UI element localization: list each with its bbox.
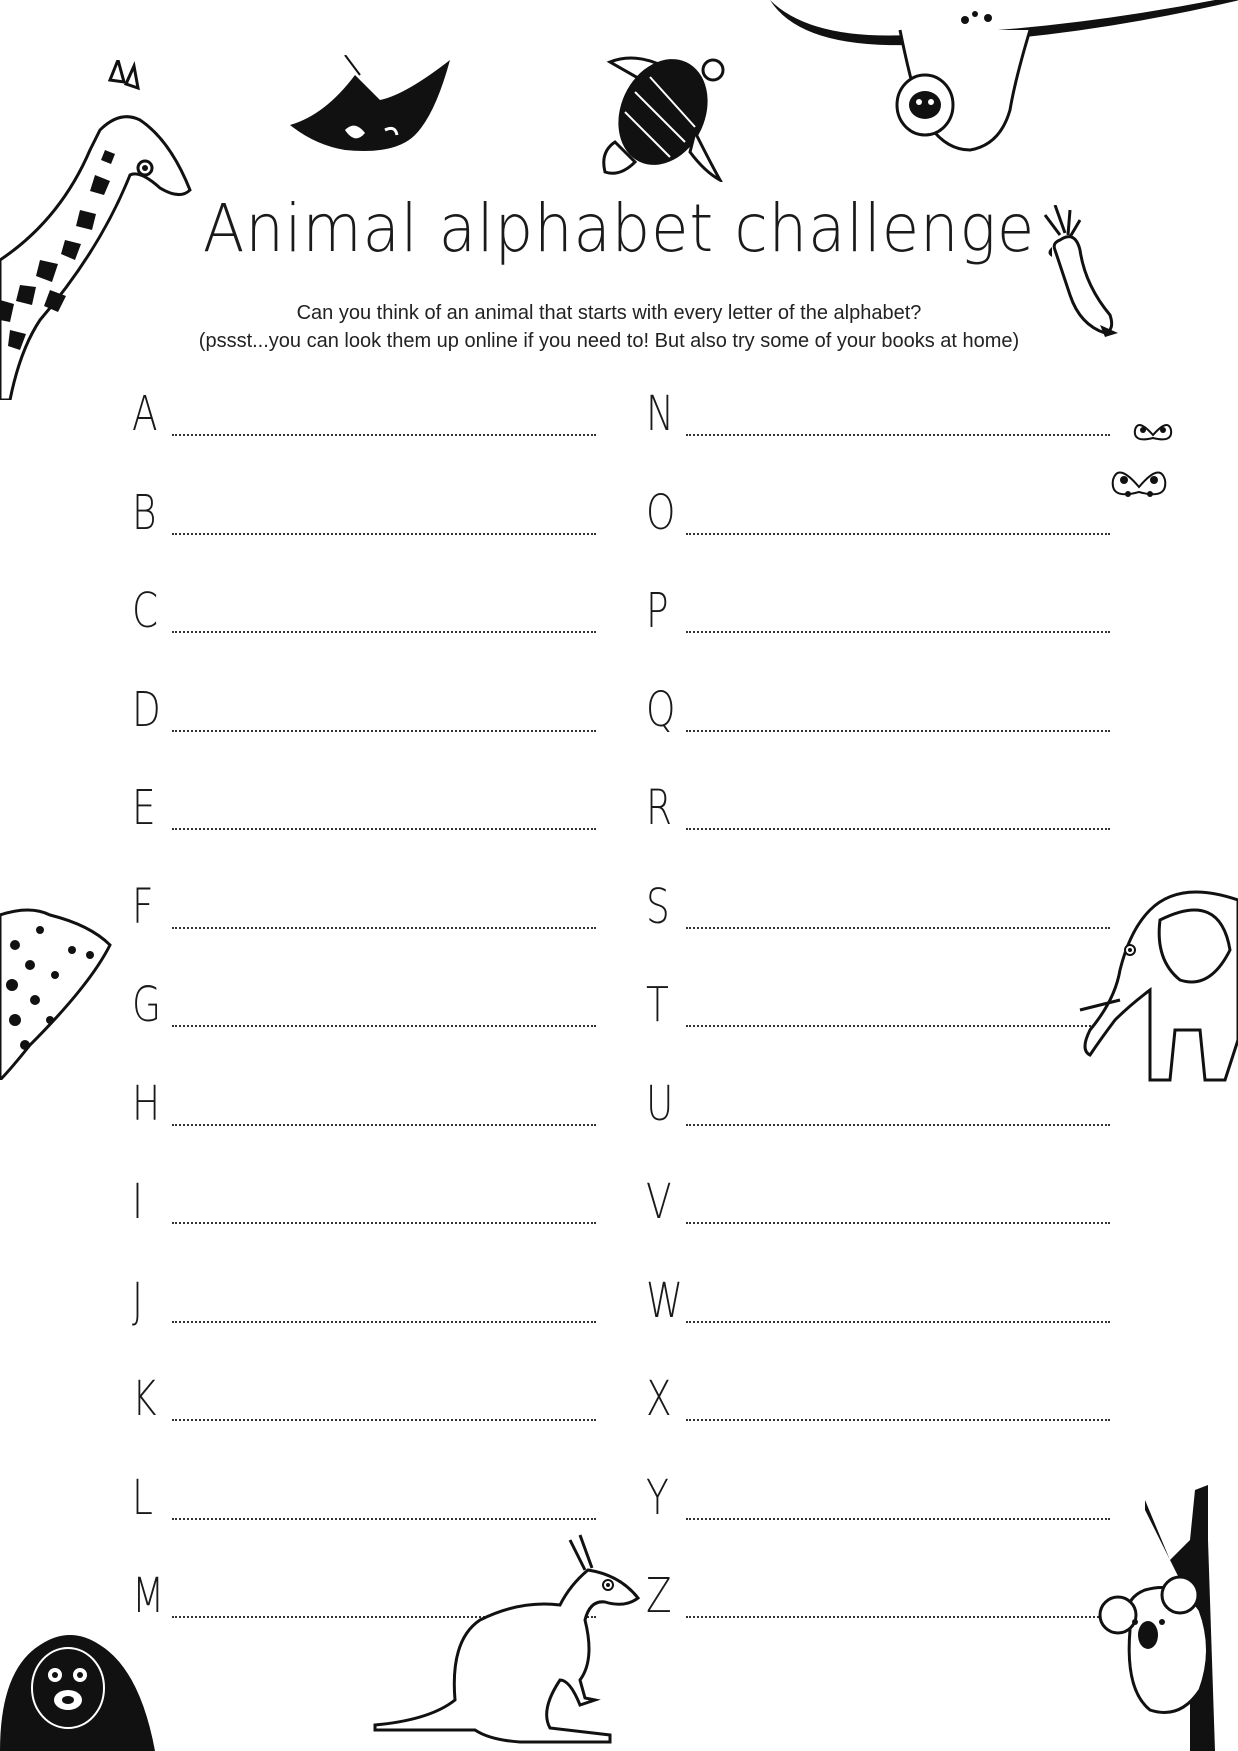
instructions-line-1: Can you think of an animal that starts with every letter of the alphabet?	[296, 302, 922, 324]
letter-row-s	[646, 871, 1110, 935]
answer-line[interactable]	[172, 1025, 596, 1027]
answer-line[interactable]	[686, 1222, 1110, 1224]
letter-label: B	[132, 484, 157, 541]
letter-label: G	[132, 977, 162, 1033]
letter-label: P	[646, 583, 669, 639]
letter-label: E	[132, 780, 156, 836]
letter-label: R	[646, 780, 673, 836]
letter-label: H	[132, 1075, 161, 1132]
letter-row-l	[132, 1462, 596, 1526]
letter-label: Z	[646, 1568, 672, 1624]
letter-label: K	[132, 1371, 157, 1427]
answer-line[interactable]	[172, 1518, 596, 1520]
giraffe-illustration	[0, 60, 200, 400]
letter-label: V	[646, 1174, 672, 1230]
answer-line[interactable]	[686, 828, 1110, 830]
letter-label: C	[132, 583, 159, 639]
jaguar-illustration	[0, 905, 115, 1080]
letter-row-k	[132, 1363, 596, 1427]
letter-label: S	[646, 878, 670, 935]
letter-label: I	[132, 1174, 144, 1230]
answer-line[interactable]	[686, 927, 1110, 929]
letter-label: J	[132, 1272, 144, 1329]
letter-label: T	[646, 977, 669, 1033]
answer-line[interactable]	[172, 533, 596, 535]
sea-turtle-illustration	[595, 52, 730, 182]
answer-line[interactable]	[172, 1419, 596, 1421]
letter-label: N	[646, 386, 675, 442]
letter-row-i	[132, 1166, 596, 1230]
letter-row-p	[646, 575, 1110, 639]
answer-line[interactable]	[686, 631, 1110, 633]
letter-label: U	[646, 1075, 674, 1132]
letter-row-v	[646, 1166, 1110, 1230]
answer-line[interactable]	[686, 1616, 1110, 1618]
answer-line[interactable]	[686, 1321, 1110, 1323]
cockatoo-illustration	[1030, 205, 1125, 340]
koala-illustration	[1090, 1480, 1238, 1751]
letter-label: M	[132, 1568, 165, 1624]
letter-row-w	[646, 1265, 1110, 1329]
answer-line[interactable]	[686, 1518, 1110, 1520]
letter-row-x	[646, 1363, 1110, 1427]
answer-line[interactable]	[686, 1025, 1110, 1027]
answer-line[interactable]	[172, 927, 596, 929]
letter-row-z	[646, 1560, 1110, 1624]
answer-line[interactable]	[172, 730, 596, 732]
letter-row-e	[132, 772, 596, 836]
letter-row-b	[132, 477, 596, 541]
answer-line[interactable]	[172, 1321, 596, 1323]
letter-row-o	[646, 477, 1110, 541]
letter-label: A	[132, 386, 158, 442]
answer-line[interactable]	[686, 434, 1110, 436]
answer-line[interactable]	[686, 1419, 1110, 1421]
letter-label: Q	[646, 681, 676, 738]
answer-line[interactable]	[172, 828, 596, 830]
answer-line[interactable]	[172, 1222, 596, 1224]
kangaroo-illustration	[370, 1530, 640, 1751]
letter-row-g	[132, 969, 596, 1033]
letter-label: F	[132, 878, 154, 935]
letter-row-r	[646, 772, 1110, 836]
letter-row-t	[646, 969, 1110, 1033]
letter-row-y	[646, 1462, 1110, 1526]
manta-ray-illustration	[285, 55, 460, 155]
answer-line[interactable]	[172, 434, 596, 436]
page-title: Animal alphabet challenge	[202, 190, 1036, 267]
gorilla-illustration	[0, 1600, 155, 1751]
letter-label: Y	[646, 1469, 669, 1526]
answer-line[interactable]	[172, 631, 596, 633]
letter-label: L	[132, 1469, 153, 1526]
letter-row-a	[132, 378, 596, 442]
butterfly-illustration	[1110, 462, 1168, 512]
letter-row-d	[132, 674, 596, 738]
answer-line[interactable]	[172, 1124, 596, 1126]
letter-label: O	[646, 484, 676, 541]
letter-row-j	[132, 1265, 596, 1329]
answer-line[interactable]	[686, 730, 1110, 732]
butterfly-illustration	[1133, 418, 1173, 452]
elephant-illustration	[1060, 880, 1238, 1090]
instructions-line-2: (pssst...you can look them up online if you need to! But also try some of your books at home)	[198, 330, 1020, 352]
letter-label: X	[646, 1371, 672, 1427]
letter-row-n	[646, 378, 1110, 442]
letter-label: D	[132, 681, 161, 738]
answer-line[interactable]	[686, 533, 1110, 535]
letter-row-f	[132, 871, 596, 935]
sloth-illustration	[770, 0, 1238, 160]
letter-row-c	[132, 575, 596, 639]
letter-row-u	[646, 1068, 1110, 1132]
answer-line[interactable]	[686, 1124, 1110, 1126]
letter-row-h	[132, 1068, 596, 1132]
letter-label: W	[646, 1272, 684, 1329]
letter-row-q	[646, 674, 1110, 738]
